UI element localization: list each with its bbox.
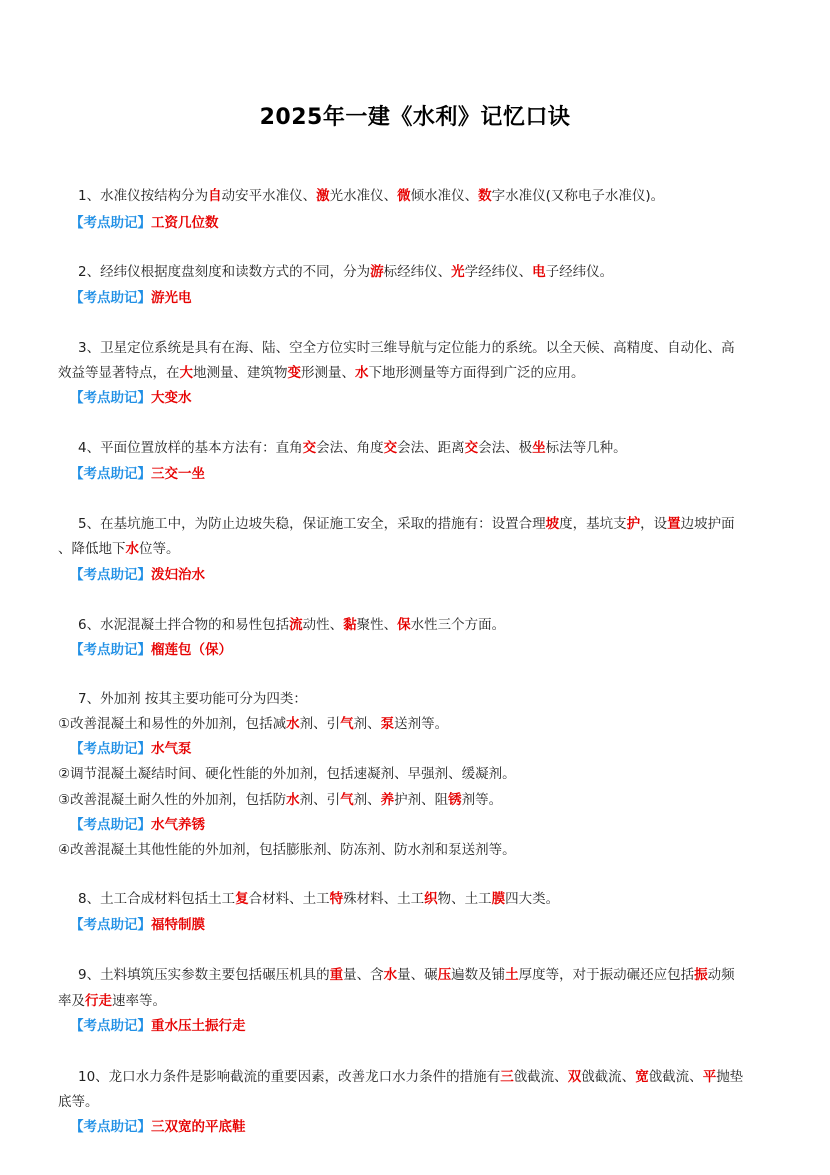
memo-line <box>70 385 192 411</box>
memo-line <box>70 461 205 487</box>
paragraph-line <box>58 1064 790 1090</box>
memo-tag: 【考点助记】 <box>70 917 151 933</box>
highlight-char: 振 <box>694 967 708 983</box>
text-segment: 子经纬仪。 <box>545 264 614 280</box>
memo-line <box>70 736 192 762</box>
memo-tag: 【考点助记】 <box>70 390 151 406</box>
memo-line <box>70 1114 246 1140</box>
highlight-char: 宽 <box>635 1069 649 1085</box>
text-segment: 下地形测量等方面得到广泛的应用。 <box>368 365 585 381</box>
text-segment: 9、土料填筑压实参数主要包括碾压机具的 <box>78 967 330 983</box>
text-segment: 1、水准仪按结构分为 <box>78 188 209 204</box>
highlight-char: 光 <box>451 264 465 280</box>
highlight-char: 大 <box>179 365 193 381</box>
paragraph-line <box>58 837 790 863</box>
highlight-char: 特 <box>329 891 344 907</box>
text-segment: 物、土工 <box>437 891 492 907</box>
highlight-char: 复 <box>235 891 249 907</box>
text-segment: 动安平水准仪、 <box>221 188 317 204</box>
paragraph-line <box>58 886 790 912</box>
memo-tag: 【考点助记】 <box>70 642 151 658</box>
highlight-char: 置 <box>667 516 681 532</box>
text-segment: 戗截流、 <box>648 1069 703 1085</box>
text-segment: 光水准仪、 <box>329 188 398 204</box>
page-title: 2025年一建《水利》记忆口诀 <box>259 105 571 130</box>
highlight-char: 土 <box>505 967 519 983</box>
highlight-char: 压 <box>437 967 452 983</box>
text-segment: 率及 <box>58 993 85 1009</box>
text-segment: 抛垫 <box>716 1069 744 1085</box>
memo-line <box>70 637 232 663</box>
text-segment: ②调节混凝土凝结时间、硬化性能的外加剂，包括速凝剂、早强剂、缓凝剂。 <box>58 766 516 782</box>
memo-line <box>70 562 205 588</box>
text-segment: 殊材料、土工 <box>343 891 425 907</box>
memo-mnemonic: 三交一坐 <box>151 466 205 482</box>
text-segment: 量、含 <box>343 967 384 983</box>
highlight-char: 水 <box>125 541 139 557</box>
text-segment: 水性三个方面。 <box>410 617 506 633</box>
text-segment: 标法等几种。 <box>545 440 627 456</box>
highlight-char: 自 <box>208 188 222 204</box>
text-segment: 剂、 <box>353 792 381 808</box>
highlight-char: 气 <box>340 716 354 732</box>
memo-tag: 【考点助记】 <box>70 1119 151 1135</box>
paragraph-line <box>58 612 790 638</box>
text-segment: 会法、极 <box>478 440 533 456</box>
text-segment: 7、外加剂 按其主要功能可分为四类： <box>78 691 307 707</box>
highlight-char: 水 <box>286 792 300 808</box>
text-segment: 剂等。 <box>461 792 503 808</box>
highlight-char: 重 <box>329 967 344 983</box>
paragraph-line <box>58 686 790 712</box>
highlight-char: 流 <box>289 617 303 633</box>
text-segment: 动性、 <box>302 617 344 633</box>
memo-mnemonic: 工资几位数 <box>151 215 219 231</box>
paragraph-line <box>58 962 790 988</box>
text-segment: 地测量、建筑物 <box>193 365 288 381</box>
highlight-char: 锈 <box>448 792 462 808</box>
memo-line <box>70 285 192 311</box>
text-segment: 字水准仪(又称电子水准仪)。 <box>491 188 665 204</box>
text-segment: 学经纬仪、 <box>464 264 533 280</box>
highlight-char: 养 <box>380 792 395 808</box>
memo-mnemonic: 水气养锈 <box>151 817 205 833</box>
text-segment: 速率等。 <box>112 993 166 1009</box>
highlight-char: 交 <box>302 440 317 456</box>
text-segment: 10、龙口水力条件是影响截流的重要因素，改善龙口水力条件的措施有 <box>78 1069 501 1085</box>
highlight-char: 织 <box>424 891 438 907</box>
text-segment: ，设 <box>640 516 668 532</box>
paragraph-line <box>58 511 790 537</box>
text-segment: 戗截流、 <box>513 1069 568 1085</box>
text-segment: 6、水泥混凝土拌合物的和易性包括 <box>78 617 290 633</box>
memo-tag: 【考点助记】 <box>70 215 151 231</box>
text-segment: 3、卫星定位系统是具有在海、陆、空全方位实时三维导航与定位能力的系统。以全天候、高精度、自动化、高 <box>78 340 735 356</box>
memo-tag: 【考点助记】 <box>70 1018 151 1034</box>
text-segment: 送剂等。 <box>394 716 449 732</box>
memo-line <box>70 912 205 938</box>
memo-line <box>70 812 205 838</box>
paragraph-line <box>58 360 790 386</box>
highlight-char: 交 <box>464 440 479 456</box>
text-segment: 剂、 <box>353 716 381 732</box>
text-segment: 形测量、 <box>301 365 355 381</box>
paragraph-line <box>58 183 790 209</box>
highlight-char: 平 <box>702 1069 717 1085</box>
memo-tag: 【考点助记】 <box>70 466 151 482</box>
paragraph-line <box>58 787 790 813</box>
text-segment: ①改善混凝土和易性的外加剂，包括减 <box>58 716 287 732</box>
text-segment: 底等。 <box>58 1094 99 1110</box>
memo-mnemonic: 重水压土振行走 <box>151 1018 246 1034</box>
text-segment: 4、平面位置放样的基本方法有：直角 <box>78 440 303 456</box>
paragraph-line <box>58 536 790 562</box>
highlight-char: 游 <box>370 264 384 280</box>
text-segment: 合材料、土工 <box>248 891 330 907</box>
memo-tag: 【考点助记】 <box>70 567 151 583</box>
highlight-char: 坐 <box>532 440 546 456</box>
memo-mnemonic: 福特制膜 <box>151 917 205 933</box>
highlight-char: 水 <box>286 716 300 732</box>
highlight-char: 微 <box>397 188 411 204</box>
paragraph-line <box>58 259 790 285</box>
memo-tag: 【考点助记】 <box>70 741 151 757</box>
highlight-char: 泵 <box>380 716 395 732</box>
highlight-char: 数 <box>478 188 492 204</box>
memo-tag: 【考点助记】 <box>70 817 151 833</box>
highlight-char: 三 <box>500 1069 514 1085</box>
memo-mnemonic: 水气泵 <box>151 741 192 757</box>
memo-tag: 【考点助记】 <box>70 290 151 306</box>
paragraph-line <box>58 1089 790 1115</box>
text-segment: 标经纬仪、 <box>383 264 452 280</box>
highlight-char: 变 <box>287 365 301 381</box>
text-segment: 度，基坑支 <box>559 516 627 532</box>
paragraph-line <box>58 435 790 461</box>
text-segment: 位等。 <box>139 541 180 557</box>
text-segment: 效益等显著特点，在 <box>58 365 180 381</box>
text-segment: 、降低地下 <box>58 541 126 557</box>
memo-mnemonic: 游光电 <box>151 290 192 306</box>
highlight-char: 水 <box>383 967 398 983</box>
highlight-char: 行走 <box>85 993 112 1009</box>
text-segment: 8、土工合成材料包括土工 <box>78 891 236 907</box>
highlight-char: 保 <box>397 617 411 633</box>
text-segment: 戗截流、 <box>581 1069 636 1085</box>
highlight-char: 交 <box>383 440 398 456</box>
memo-mnemonic: 三双宽的平底鞋 <box>151 1119 246 1135</box>
memo-line <box>70 210 219 236</box>
text-segment: 剂、引 <box>299 792 341 808</box>
text-segment: 量、碾 <box>397 967 438 983</box>
text-segment: 动频 <box>707 967 735 983</box>
text-segment: 边坡护面 <box>680 516 735 532</box>
text-segment: 2、经纬仪根据度盘刻度和读数方式的不同，分为 <box>78 264 371 280</box>
highlight-char: 双 <box>567 1069 582 1085</box>
text-segment: 倾水准仪、 <box>410 188 479 204</box>
text-segment: 会法、距离 <box>397 440 465 456</box>
highlight-char: 坡 <box>545 516 560 532</box>
highlight-char: 膜 <box>491 891 506 907</box>
paragraph-line <box>58 761 790 787</box>
highlight-char: 电 <box>532 264 546 280</box>
highlight-char: 激 <box>316 188 330 204</box>
paragraph-line <box>58 335 790 361</box>
text-segment: 厚度等，对于振动碾还应包括 <box>518 967 695 983</box>
highlight-char: 水 <box>355 365 369 381</box>
highlight-char: 护 <box>626 516 641 532</box>
highlight-char: 气 <box>340 792 354 808</box>
text-segment: ④改善混凝土其他性能的外加剂，包括膨胀剂、防冻剂、防水剂和泵送剂等。 <box>58 842 516 858</box>
highlight-char: 黏 <box>343 617 357 633</box>
text-segment: 遍数及铺 <box>451 967 506 983</box>
memo-mnemonic: 大变水 <box>151 390 192 406</box>
text-segment: 聚性、 <box>356 617 398 633</box>
text-segment: ③改善混凝土耐久性的外加剂，包括防 <box>58 792 287 808</box>
paragraph-line <box>58 711 790 737</box>
text-segment: 会法、角度 <box>316 440 384 456</box>
text-segment: 剂、引 <box>299 716 341 732</box>
text-segment: 护剂、阻 <box>394 792 449 808</box>
paragraph-line <box>58 988 790 1014</box>
memo-line <box>70 1013 246 1039</box>
memo-mnemonic: 榴莲包（保） <box>151 642 232 658</box>
text-segment: 四大类。 <box>505 891 560 907</box>
text-segment: 5、在基坑施工中，为防止边坡失稳，保证施工安全，采取的措施有：设置合理 <box>78 516 546 532</box>
memo-mnemonic: 泼妇治水 <box>151 567 205 583</box>
